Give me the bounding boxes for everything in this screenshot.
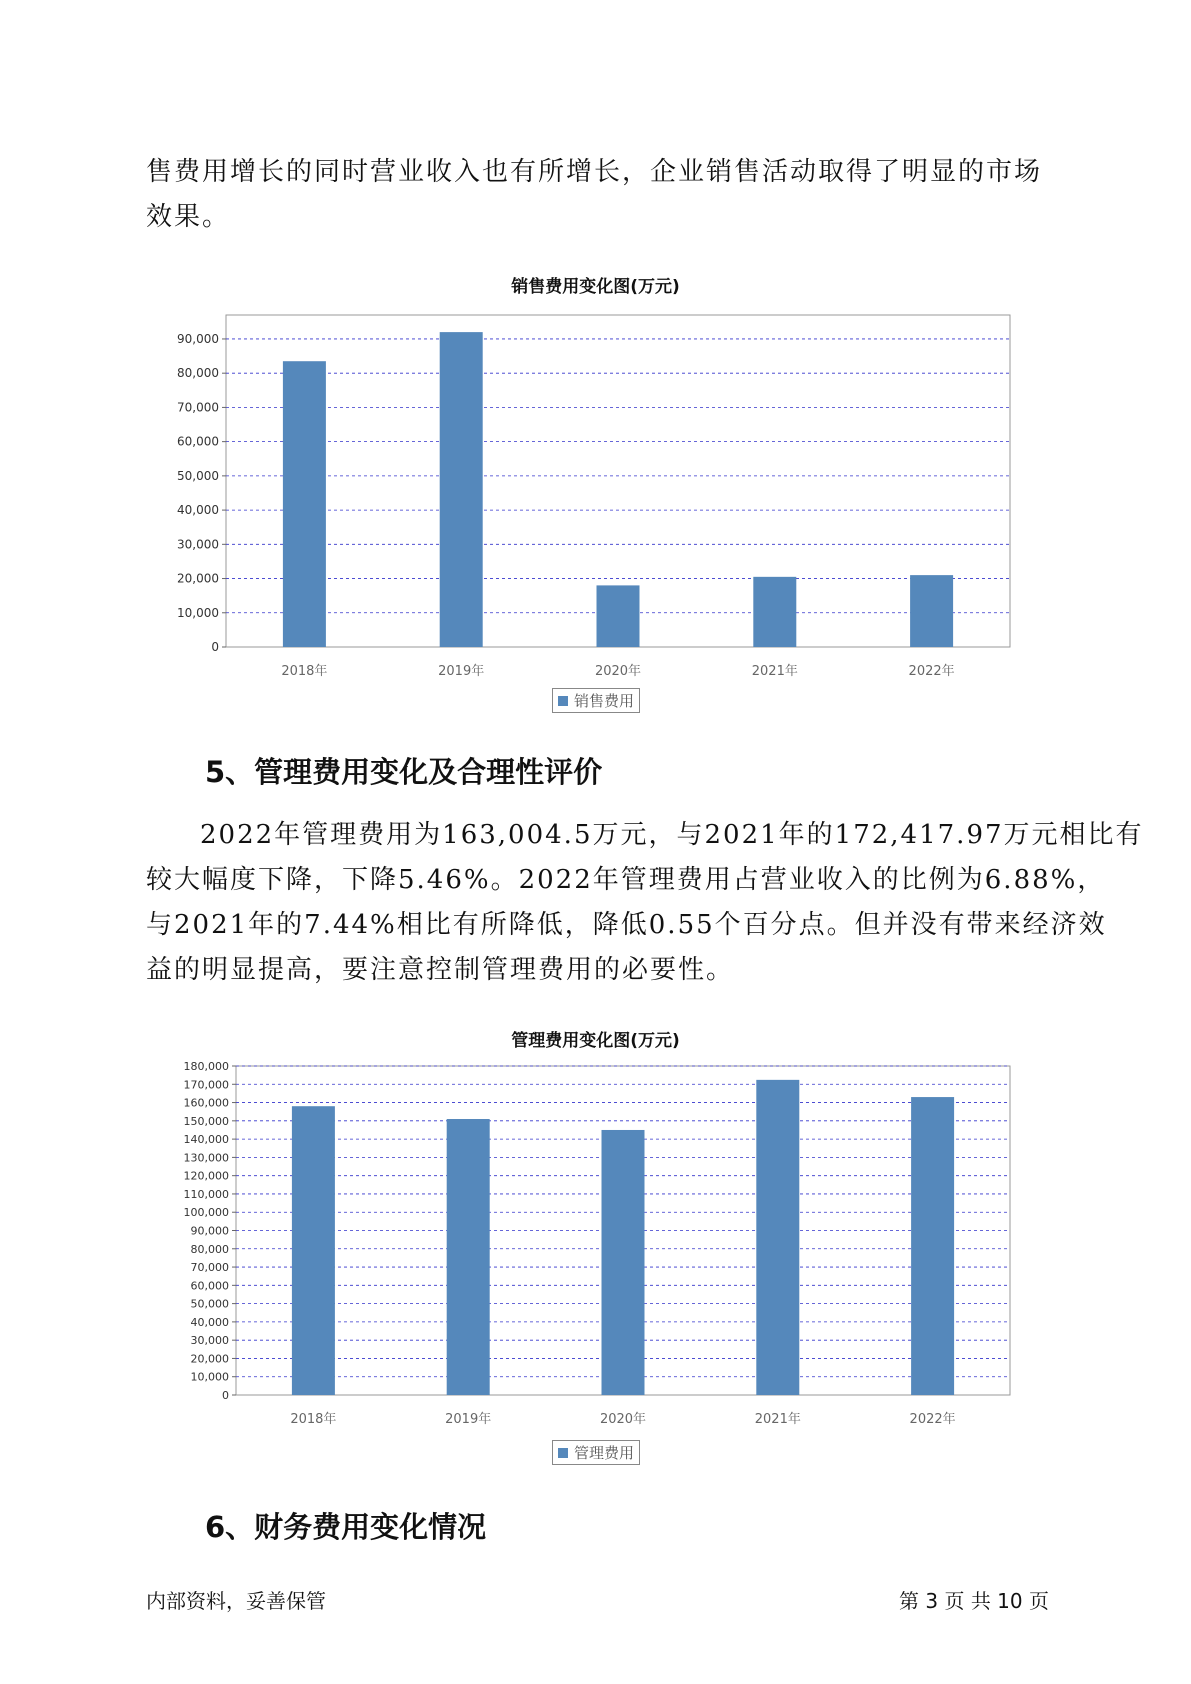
y-tick-label: 110,000 [183,1187,229,1201]
y-tick-label: 150,000 [183,1114,229,1128]
y-tick-label: 20,000 [190,1352,229,1366]
y-tick-label: 80,000 [190,1242,229,1256]
intro-line: 售费用增长的同时营业收入也有所增长，企业销售活动取得了明显的市场 [146,157,1043,187]
y-tick-label: 50,000 [177,468,219,483]
section6-heading: 6、财务费用变化情况 [205,1510,487,1544]
x-tick-label: 2018年 [281,664,328,679]
y-tick-label: 90,000 [177,331,219,346]
chart1-legend-label: 销售费用 [574,692,635,710]
y-tick-label: 100,000 [183,1206,229,1220]
bar [911,1097,954,1395]
y-tick-label: 20,000 [177,571,219,586]
y-tick-label: 0 [222,1389,229,1402]
x-tick-label: 2022年 [909,1412,956,1427]
y-tick-label: 70,000 [177,400,219,415]
y-tick-label: 0 [211,640,219,654]
chart2-legend [552,1440,640,1465]
section5-line: 益的明显提高，要注意控制管理费用的必要性。 [146,955,735,985]
y-tick-label: 30,000 [177,537,219,552]
y-tick-label: 30,000 [190,1334,229,1348]
y-tick-label: 120,000 [183,1169,229,1183]
y-tick-label: 160,000 [183,1096,229,1110]
y-tick-label: 180,000 [183,1060,229,1073]
chart2-title: 管理费用变化图(万元) [511,1031,680,1051]
bar [756,1080,799,1395]
y-tick-label: 60,000 [177,434,219,449]
section5-line: 与2021年的7.44%相比有所降低，降低0.55个百分点。但并没有带来经济效 [146,910,1107,940]
y-tick-label: 10,000 [190,1370,229,1384]
footer-page-number: 第 3 页 共 10 页 [899,1589,1049,1613]
x-tick-label: 2019年 [438,664,485,679]
x-tick-label: 2020年 [594,664,642,679]
y-tick-label: 40,000 [190,1315,229,1329]
legend-swatch [558,1448,568,1458]
x-tick-label: 2022年 [908,664,955,679]
y-tick-label: 60,000 [190,1279,229,1293]
y-tick-label: 10,000 [177,605,219,620]
intro-line: 效果。 [146,202,231,232]
y-tick-label: 130,000 [183,1151,229,1165]
y-tick-label: 70,000 [190,1261,229,1275]
footer-left: 内部资料，妥善保管 [146,1589,326,1613]
x-tick-label: 2021年 [751,664,798,679]
chart1-title: 销售费用变化图(万元) [511,277,680,297]
y-tick-label: 80,000 [177,366,219,381]
section5-heading: 5、管理费用变化及合理性评价 [205,755,603,789]
bar [292,1106,335,1395]
y-tick-label: 40,000 [177,503,219,518]
section5-line: 较大幅度下降，下降5.46%。2022年管理费用占营业收入的比例为6.88%， [146,865,1106,895]
y-tick-label: 90,000 [190,1224,229,1238]
x-tick-label: 2020年 [599,1412,647,1427]
bar [447,1119,490,1395]
x-tick-label: 2018年 [290,1412,337,1427]
chart2-legend-label: 管理费用 [574,1444,635,1462]
y-tick-label: 140,000 [183,1133,229,1147]
x-tick-label: 2021年 [754,1412,801,1427]
y-tick-label: 170,000 [183,1078,229,1092]
section5-line: 2022年管理费用为163,004.5万元，与2021年的172,417.97万元相比有 [200,820,1144,850]
bar [602,1130,645,1395]
x-tick-label: 2019年 [445,1412,492,1427]
y-tick-label: 50,000 [190,1297,229,1311]
